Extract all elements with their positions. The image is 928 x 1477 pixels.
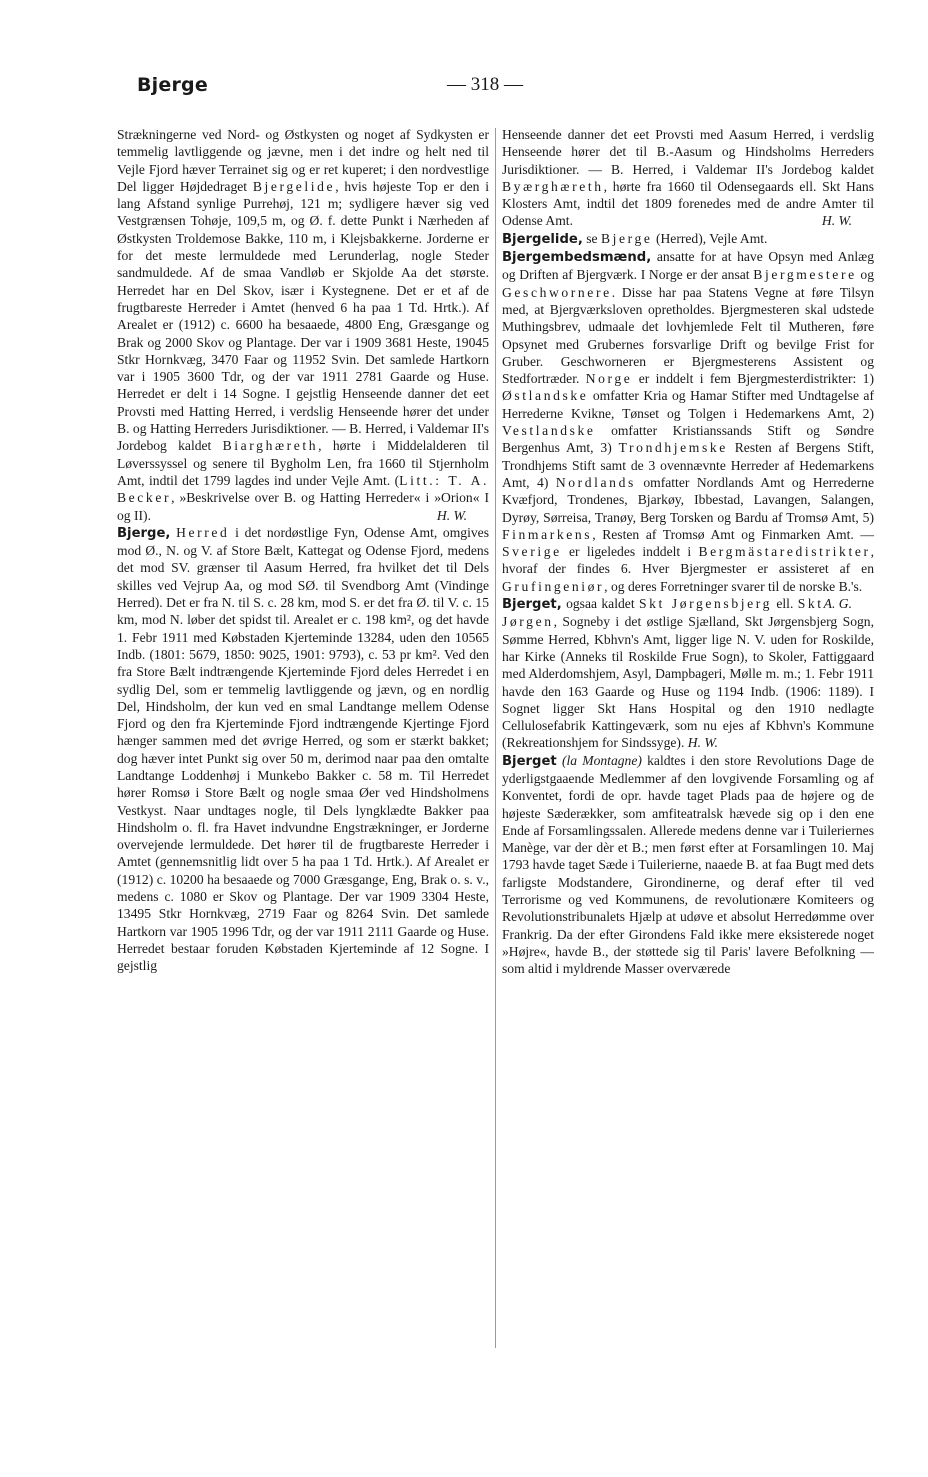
author-signature: H. W. [687,735,718,751]
column-divider [495,128,496,1348]
entry-bjerget-montagne: Bjerget (la Montagne) kaldtes i den store Revolutions Dage de yderligstgaaende Medlemmer af den lovgivende Forsamling og af Konventet, fordi de opr. havde taget Plads paa de højere og de højeste Sæderækker, som amfiteatralsk hævede sig op i den ene Ende af Forsamlingssalen. Allerede medens denne var i Tuileriernes Manège, var der dèr et B.; men først efter at Forsamlingen 10. Maj 1793 havde taget Sæde i Tuilerierne, naaede B. at faa Bugt med dets farligste Modstandere, Girondinerne, og deraf efter til ved Terrorisme og ved Kommunens, de revolutionære Komiteers og Revolutionstribunalets Hjælp at udøve et absolut Herredømme over Frankrig. Da der efter Girondens Fald ikke mere eksisterede noget »Højre«, havde B., der støttede sig til Paris' lavere Befolkning — som altid i myldrende Masser overværede [502,752,874,977]
entry-headword: Bjerge, [117,525,171,541]
left-column [117,126,489,975]
entry-headword: Bjerget [502,753,557,769]
entry-continuation: Strækningerne ved Nord- og Østkysten og noget af Sydkysten er temmelig lavtliggende og jævne, men i det indre og helt ned til Vejle Fjord hæver Terrainet sig og er ret kuperet; i den nordvestlige Del ligger Højdedraget Bjergelide, hvis højeste Top er den i lang Afstand synlige Purrehøj, 121 m; sydligere hæver sig ved Vestgrænsen Tohøje, 109,5 m, og Ø. f. dette Punkt i Nærheden af Østkysten Troldemose Bakke, 110 m, i Klejsbakkerne. Jorderne er for det meste lermuldede med Lerunderlag, nogle Steder sandmuldede. Af de smaa Vandløb er Skjolde Aa det største. Herredet har en Del Skov, især i Kystegnene. Det er et af de frugtbareste Herreder i Amtet (henved 6 ha paa 1 Td. Hrtk.). Af Arealet er (1912) c. 6600 ha besaaede, 4800 Eng, Græsgange og Brak og 2000 Skov og Plantage. Der var i 1909 3681 Heste, 19045 Stkr Hornkvæg, 3470 Faar og 11952 Svin. Det samlede Hartkorn var i 1905 3600 Tdr, og der var 1911 2781 Gaarde og Huse. Herredet er delt i 14 Sogne. I gejstlig Henseende danner det eet Provsti med Hatting Herred, i verdslig Henseende hører det under B. og Hatting Herreders Jurisdiktioner. — B. Herred, i Valdemar II's Jordebog kaldet Biarghæreth, hørte i Middelalderen til Løverssyssel og senere til Bygholm Len, fra 1660 til Stjernholm Amt, indtil det 1799 lagdes ind under Vejle Amt. (Litt.: T. A. Becker, »Beskrivelse over B. og Hatting Herreder« i »Orion« I og II). H. W. [117,127,489,523]
entry-bjergembedsmaend: Bjergembedsmænd, ansatte for at have Opsyn med Anlæg og Driften af Bjergværk. I Norge er der ansat Bjergmestere og Geschwornere. Disse har paa Statens Vegne at føre Tilsyn med, at Bjergværksloven opretholdes. Bjergmesteren skal udstede Muthingsbrev, udmaale det lovhjemlede Felt til Mutheren, føre Opsynet med Grubernes forsvarlige Drift og bevilge Frist for Gruber. Geschworneren er Bjergmesterens Assistent og Stedfortræder. Norge er inddelt i fem Bjergmesterdistrikter: 1) Østlandske omfatter Kria og Hamar Stifter med Undtagelse af Herrederne Kvikne, Tønset og Tolgen i Hedemarkens Amt, 2) Vestlandske omfatter Kristianssands Stift og Søndre Bergenhus Amt, 3) Trondhjemske Resten af Bergens Stift, Trondhjems Stift samt de 3 ovennævnte Herreder af Hedemarkens Amt, 4) Nordlands omfatter Nordlands Amt og Herrederne Kvæfjord, Trondenes, Bjarkøy, Ibbestad, Lavangen, Salangen, Dyrøy, Sørreisa, Tranøy, Berg Torsken og Bardu af Tromsø Amt, 5) Finmarkens, Resten af Tromsø Amt og Finmarken Amt. — Sverige er ligeledes inddelt i Bergmästaredistrikter, hvoraf der findes 6. Hver Bjergmester er assisteret af en Grufingeniør, og deres Forretninger svarer til de norske B.'s. A. G. [502,249,875,612]
running-headword: Bjerge [137,74,208,96]
entry-bjerge-fyn: Bjerge, Herred i det nordøstlige Fyn, Odense Amt, omgives mod Ø., N. og V. af Store Bælt, Kattegat og Odense Fjord, medens det mod SV. grænser til Aasum Herred, fra hvilket det til Dels skilles ved Vejrup Aa, og mod SØ. til Svendborg Amt (Vindinge Herred). Det er fra N. til S. c. 28 km, mod S. er det fra Ø. til V. c. 15 km, mod N. løber det spidst til. Arealet er c. 198 km², og det havde 1. Febr 1911 med Købstaden Kjerteminde 13284, uden den 10565 Indb. (1801: 5679, 1850: 9025, 1901: 9793), c. 53 pr km². Ved den fra Store Bælt indtrængende Kjerteminde Fjord deles Herredet i en sydlig Del, som er temmelig lavtliggende og jævn, og en nordlig Del, Hindsholm, der kun ved en smal Landtange mellem Odense Fjord og den fra Kjerteminde Fjord indtrængende Kjertinge Fjord hænger sammen med det øvrige Herred, og som er stærkt bakket; dog hæver intet Punkt sig over 50 m, derimod naar paa den omtalte Landtange Loddenhøj i Munkebo Bakker c. 58 m. Til Herredet hører Romsø i Store Bælt og nogle smaa Øer ved Hindsholmens Vestkyst. Naar undtages nogle, til Dels lyngklædte Bakker paa Hindsholm o. fl. fra Havet indvundne Engstrækninger, er Jorderne overvejende lermuldede. Det hører til de frugtbareste Herreder i Amtet (gennemsnitlig lidt over 5 ha paa 1 Td. Hrtk.). Af Arealet er (1912) c. 10200 ha besaaede og 7000 Græsgange, Eng, Brak o. s. v., medens c. 1080 er Skov og Plantage. Der var 1909 3304 Heste, 13495 Stkr Hornkvæg, 2719 Faar og 8264 Svin. Det samlede Hartkorn var 1905 1996 Tdr, og der var 1911 2111 Gaarde og Huse. Herredet bestaar foruden Købstaden Kjerteminde af 12 Sogne. I gejstlig [117,524,489,974]
right-column [502,126,874,978]
entry-headword: Bjergelide, [502,231,583,247]
author-signature: H. W. [821,213,852,229]
page-number: — 318 — [447,74,523,95]
entry-bjergelide: Bjergelide, se Bjerge (Herred), Vejle Amt. [502,230,768,247]
author-signature: H. W. [436,507,467,523]
author-signature: A. G. [823,596,852,612]
entry-headword: Bjergembedsmænd, [502,250,652,266]
entry-bjerget-sjaelland: Bjerget, ogsaa kaldet Skt Jørgensbjerg ell. Skt Jørgen, Sogneby i det østlige Sjælland, Skt Jørgensbjerg Sogn, Sømme Herred, Kbhvn's Amt, ligger lige N. V. uden for Roskilde, har Kirke (Anneks til Roskilde Frue Sogn), to Skoler, Fattiggaard med Alderdomshjem, Asyl, Dampbageri, Mølle m. m.; 1. Febr 1911 havde den 163 Gaarde og Huse og 1194 Indb. (1906: 1189). I Sognet ligger Skt Hans Hospital og den 1910 nedlagte Cellulosefabrik Kattingeværk, som nu ejes af Kbhvn's Kommune (Rekreationshjem for Sindssyge). H. W. [502,596,874,751]
entry-continuation: Henseende danner det eet Provsti med Aasum Herred, i verdslig Henseende hører det til B.-Aasum og Hindsholms Herreders Jurisdiktioner. — B. Herred, i Valdemar II's Jordebog kaldet Byærghæreth, hørte fra 1660 til Odensegaards ell. Skt Hans Klosters Amt, indtil det 1809 forenedes med de andre Amter til Odense Amt. H. W. [502,127,874,229]
entry-headword: Bjerget, [502,597,562,613]
